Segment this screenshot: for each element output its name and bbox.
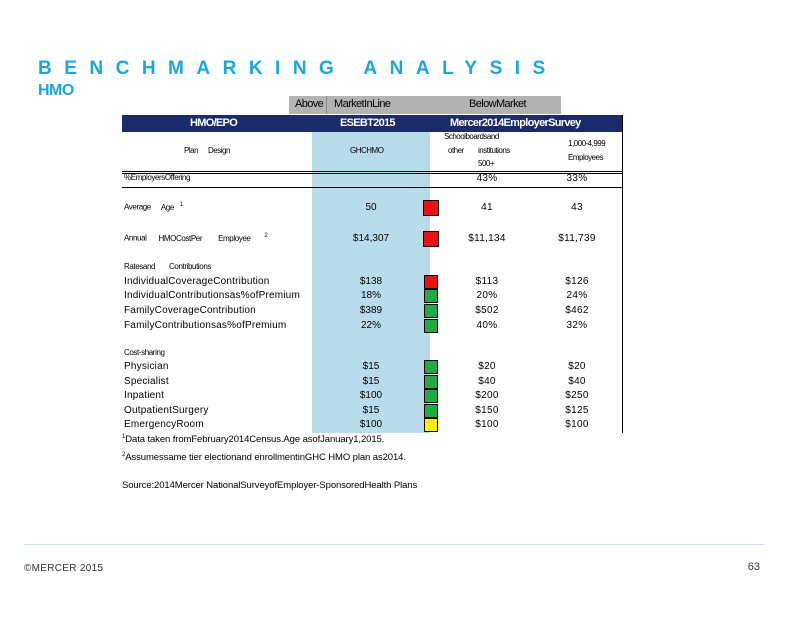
- status-indicator-yellow: [424, 418, 438, 432]
- legend-separator: [326, 96, 327, 114]
- row-label: Average Age $^1$: [124, 202, 183, 212]
- value-school-boards: $150: [475, 405, 499, 416]
- value-school-boards: 43%: [476, 173, 498, 184]
- subheader-500-plus: 500+: [478, 159, 495, 168]
- legend-below: BelowMarket: [469, 98, 526, 110]
- row-label: FamilyCoverageContribution: [124, 305, 256, 316]
- footer-rule: [24, 544, 764, 545]
- value-ghc: 22%: [360, 320, 381, 331]
- row-label: EmergencyRoom: [124, 419, 204, 430]
- status-indicator-green: [424, 289, 438, 303]
- subheader-ghc-hmo: GHCHMO: [350, 146, 384, 155]
- status-indicator-red: [424, 275, 438, 289]
- value-employers: $125: [565, 405, 589, 416]
- value-employers: 33%: [566, 173, 588, 184]
- header-hmo-epo: HMO/EPO: [190, 117, 238, 129]
- value-ghc: $100: [359, 419, 383, 430]
- row-average-age: [122, 201, 622, 216]
- value-ghc: $14,307: [352, 233, 390, 244]
- status-indicator-red: [423, 231, 439, 247]
- value-employers: 32%: [566, 320, 588, 331]
- row-label: IndividualContributionsas%ofPremium: [124, 290, 300, 301]
- value-school-boards: $20: [478, 361, 496, 372]
- subheader-employee-range: 1,000-4,999: [568, 139, 606, 148]
- row-family-pct: [122, 319, 622, 334]
- status-indicator-green: [424, 304, 438, 318]
- row-rates-heading: [122, 261, 622, 276]
- legend-in-line: MarketInLine: [334, 98, 391, 110]
- value-ghc: $138: [359, 276, 383, 287]
- market-legend: [289, 96, 561, 114]
- value-school-boards: $113: [475, 276, 499, 287]
- benchmark-table: [122, 115, 623, 433]
- section-heading: Cost-sharing: [124, 348, 165, 357]
- row-annual-cost: [122, 232, 622, 247]
- row-label: FamilyContributionsas%ofPremium: [124, 320, 287, 331]
- header-mercer: Mercer2014EmployerSurvey: [450, 117, 581, 129]
- subheader-other: other: [448, 146, 464, 155]
- source-note: Source:2014Mercer NationalSurveyofEmployer-SponsoredHealth Plans: [122, 480, 418, 491]
- value-school-boards: 20%: [476, 290, 498, 301]
- value-employers: $250: [565, 390, 589, 401]
- row-outpatient-surgery: [122, 404, 622, 419]
- value-ghc: $389: [359, 305, 383, 316]
- row-label: %EmployersOffering: [124, 173, 191, 182]
- row-label: IndividualCoverageContribution: [124, 276, 270, 287]
- status-indicator-green: [424, 360, 438, 374]
- value-school-boards: 41: [481, 202, 493, 213]
- value-employers: $11,739: [558, 233, 596, 244]
- subheader-institutions: institutions: [478, 146, 510, 155]
- row-label: Annual HMOCostPer Employee $^2$: [124, 233, 268, 243]
- value-employers: $462: [565, 305, 589, 316]
- status-indicator-green: [424, 404, 438, 418]
- legend-above: Above: [295, 98, 324, 110]
- value-employers: $40: [568, 376, 586, 387]
- row-label: Physician: [124, 361, 169, 372]
- value-school-boards: $200: [475, 390, 499, 401]
- footnote-1: $^1$Data taken fromFebruary2014Census.Age asofJanuary1,2015.: [122, 434, 385, 446]
- subheader-design: Design: [208, 146, 230, 155]
- row-family-contribution: [122, 304, 622, 319]
- subheader-employees: Employees: [568, 153, 604, 162]
- value-employers: $100: [565, 419, 589, 430]
- value-employers: 24%: [566, 290, 588, 301]
- value-ghc: $15: [362, 376, 380, 387]
- value-employers: 43: [571, 202, 583, 213]
- header-esebt: ESEBT2015: [340, 117, 395, 129]
- footnote-2: $^2$Assumessame tier electionand enrollmentinGHC HMO plan as2014.: [122, 452, 406, 464]
- status-indicator-green: [424, 319, 438, 333]
- value-school-boards: $11,134: [468, 233, 506, 244]
- section-heading: Ratesand Contributions: [124, 262, 211, 271]
- value-school-boards: 40%: [476, 320, 498, 331]
- page-title: BENCHMARKING ANALYSIS: [38, 58, 558, 79]
- subheader-school-boards: Schoolboardsand: [444, 132, 499, 141]
- row-physician: [122, 360, 622, 375]
- value-employers: $20: [568, 361, 586, 372]
- row-label: OutpatientSurgery: [124, 405, 209, 416]
- subheader-plan: Plan: [184, 146, 199, 155]
- page-number: 63: [747, 561, 760, 573]
- row-divider: [122, 187, 622, 188]
- row-emergency-room: [122, 418, 622, 433]
- row-individual-pct: [122, 289, 622, 304]
- row-label: Inpatient: [124, 390, 165, 401]
- value-school-boards: $502: [475, 305, 499, 316]
- status-indicator-green: [424, 375, 438, 389]
- value-employers: $126: [565, 276, 589, 287]
- value-ghc: 50: [365, 202, 377, 213]
- row-employers-offering: [122, 172, 622, 187]
- value-school-boards: $40: [478, 376, 496, 387]
- copyright: ©MERCER 2015: [24, 563, 104, 574]
- status-indicator-red: [423, 200, 439, 216]
- value-ghc: 18%: [360, 290, 381, 301]
- page-subtitle: HMO: [38, 82, 74, 99]
- row-label: Specialist: [124, 376, 169, 387]
- row-specialist: [122, 375, 622, 390]
- row-inpatient: [122, 389, 622, 404]
- row-individual-contribution: [122, 275, 622, 290]
- status-indicator-green: [424, 389, 438, 403]
- table-header: [122, 115, 622, 132]
- value-ghc: $15: [362, 405, 380, 416]
- value-school-boards: $100: [475, 419, 499, 430]
- value-ghc: $15: [362, 361, 380, 372]
- value-ghc: $100: [359, 390, 383, 401]
